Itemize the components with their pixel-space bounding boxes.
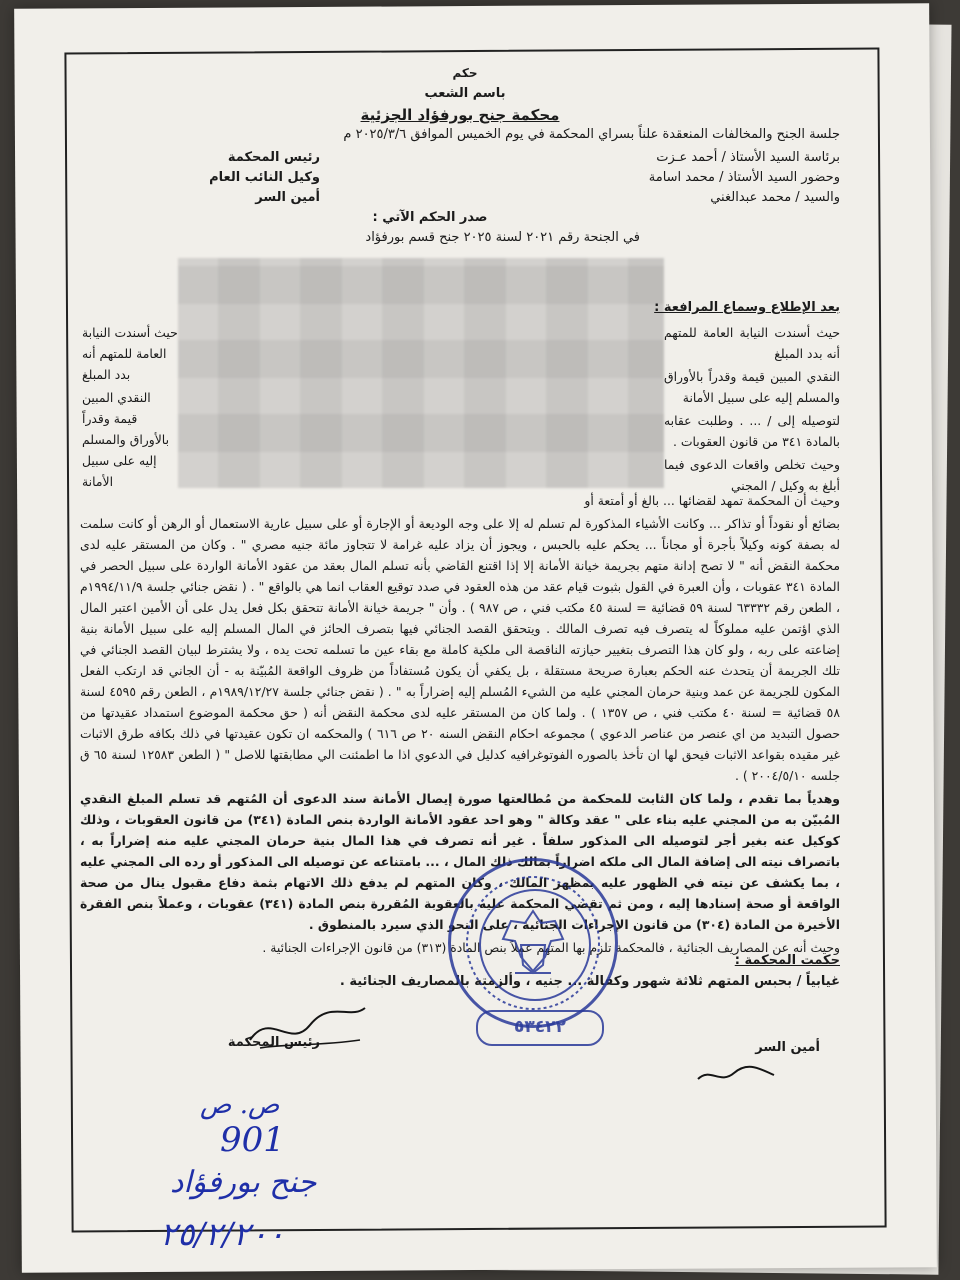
attendance-role: وكيل النائب العام xyxy=(209,170,320,185)
handwritten-note-4: ٢٥/٢/٢٠٠ xyxy=(160,1215,285,1253)
attendance-line: وحضور السيد الأستاذ / محمد اسامة xyxy=(648,170,840,185)
handwritten-note-3: جنح بورفؤاد xyxy=(170,1165,317,1200)
clerk-role: أمين السر xyxy=(255,190,320,205)
stamp-serial-number: ٥٣٤٢٢ xyxy=(476,1010,604,1046)
eagle-emblem-icon xyxy=(451,861,615,1025)
clerk-signature xyxy=(690,1055,780,1095)
paragraph: بضائع أو نقوداً أو تذاكر ... وكانت الأشياء المذكورة لم تسلم له إلا على وجه الوديعة أو الإجارة أو على سبيل عارية الاستعمال أو الرهن أو كانت سلمت له بصفة كونه وكيلاً بأجرة أو مجاناً ... يحكم عليه بالحبس ، ويجوز أن يزاد عليه غرامة لا تتجاوز مائة جنيه مصري " . وكان من المستقر عليه لدى محكمة النقض أنه " لا تصح إدانة متهم بجريمة خيانة الأمانة إلا إذا اقتنع القاضي بأنه تسلم المال بعقد من عقود الأمانة الواردة على سبيل الحصر في المادة ٣٤١ عقوبات ، وأن العبرة في القول بثبوت قيام عقد من هذه العقود في صدد توقيع العقاب انما هي بالواقع " . ( نقض جنائي جلسة ١٩٩٤/١١/٩م ، الطعن رقم ٦٣٣٣٢ لسنة ٥٩ قضائية = لسنة ٤٥ مكتب فني ، ص ٩٨٧ ) . وأن " جريمة خيانة الأمانة تتحقق بكل فعل يدل على أن الأمين اعتبر المال الذي اؤتمن عليه مملوكاً له يتصرف فيه تصرف المالك . ويتحقق القصد الجنائي فيها بتصرف الحائز في المال المسلم إليه على سبيل الأمانة بنية إضاعته على ربه ، ولو كان هذا التصرف بتغيير حيازته الناقصة الى ملكية كاملة مع بقاء عين ما تسلمه تحت يده ، ولا يشترط لبيان القصد الجنائي في تلك الجريمة أن يتحدث عنه الحكم بعبارة صريحة مستقلة ، بل يكفي أن يكون مُستفاداً من ظروف الواقعة المُبيّنة به - أن الجاني قد ارتكب الفعل المكون للجريمة عن عمد وبنية حرمان المجني عليه من الشيء المُسلم إليه إضراراً به " . ( نقض جنائي جلسة ١٩٨٩/١٢/٢٧م ، الطعن رقم ٤٥٩٥ لسنة ٥٨ قضائية = لسنة ٤٠ مكتب فني ، ص ١٣٥٧ ) . ولما كان من المستقر عليه لدى محكمة النقض أنه ( حق محكمة الموضوع استمداد عقيدتها من حصول التبديد من اي عنصر من عناصر الدعوي ) مجموعه احكام النقض السنه ٢٠ ص ٦١٦ ) والمحكمه ان تكون عقيدتها في ذلك بكافه طرق الاثبات غير مقيده بقواعد الاثبات فيحق لها ان تأخذ بالصوره الفوتوغرافيه كدليل في الدعوي اذا ما اطمئنت الي مطابقتها للاصل " ( الطعن ١٢٥٨٣ لسنة ٦٥ ق جلسه ٢٠٠٤/٥/١٠ ) . xyxy=(80,516,840,783)
court-name: محكمة جنح بورفؤاد الجزئية xyxy=(360,106,560,124)
handwritten-note-1: ص. ص xyxy=(200,1090,280,1120)
ruling-issued: صدر الحكم الآتي : xyxy=(372,210,488,225)
review-heading: بعد الإطلاع وسماع المرافعة : xyxy=(654,300,840,315)
ruling-label: حكم xyxy=(452,66,478,80)
in-the-name-of-people: باسم الشعب xyxy=(424,86,506,101)
paragraph: النقدي المبين قيمة وقدراً بالأوراق والمسلم إليه على سبيل الأمانة xyxy=(82,390,170,489)
paragraph: وحيث تخلص واقعات الدعوى فيما أبلغ به وكيل / المجني xyxy=(664,457,840,493)
verdict-heading: حكمت المحكمة : xyxy=(734,953,840,968)
case-number-line: في الجنحة رقم ٢٠٢١ لسنة ٢٠٢٥ جنح قسم بورفؤاد xyxy=(365,230,640,245)
partial-paragraphs-left xyxy=(82,322,178,498)
paragraph: وحيث أنه عن المصاريف الجنائية ، فالمحكمة تلزم بها المتهم عملاً بنص المادة (٣١٣) من قانون الإجراءات الجنائية . xyxy=(262,940,840,955)
paragraph: لتوصيله إلى / ... . وطلبت عقابه بالمادة ٣٤١ من قانون العقوبات . xyxy=(664,413,840,449)
session-line: جلسة الجنح والمخالفات المنعقدة علناً بسراي المحكمة في يوم الخميس الموافق ٢٠٢٥/٣/٦ م xyxy=(343,127,840,142)
president-signature xyxy=(240,1000,370,1060)
president-signature-label: رئيس المحكمة xyxy=(227,1035,320,1050)
paragraph: وهدياً بما تقدم ، ولما كان الثابت للمحكمة من مُطالعتها صورة إيصال الأمانة سند الدعوى أن المُتهم قد تسلم المبلغ النقدي المُبيّن به من المجني عليه بناء على " عقد وكالة " وهو احد عقود الأمانة الواردة بنص المادة (٣٤١) من قانون العقوبات ، وذلك كوكيل عنه بغير أجر لتوصيله الى المذكور سلفاً . غير أنه تصرف في هذا المال بنية حرمان المجني عليه منه إضراراً به ، باتصراف نيته الى إضافة المال الى ملكه اضراراً بمالك ذلك المال ، ... بامتناعه عن توصيله الى المذكور أو رده الى المجني عليه ، بما يكشف عن نيته في الظهور عليه بمظهر المالك ، وكان المتهم لم يدفع ذلك الاتهام بثمة دفاع مقبول ينال من صحة الواقعة أو صحة إسنادها إليه ، ومن ثم تقضي المحكمة عليه بالعقوبة المُقررة بنص المادة (٣٤١) عقوبات ، وعملاً بنص الفقرة الأخيرة من المادة (٣٠٤) من قانون الإجراءات الجنائية ، على النحو الذي سيرد بالمنطوق . xyxy=(80,791,840,932)
court-seal-stamp xyxy=(448,858,618,1028)
verdict-text: غيابياً / بحبس المتهم ثلاثة شهور وكفالة ... جنيه ، وألزمته بالمصاريف الجنائية . xyxy=(339,974,840,989)
presidency-line: برئاسة السيد الأستاذ / أحمد عـزت xyxy=(656,150,840,165)
partial-paragraphs xyxy=(664,322,840,498)
clerk-line: والسيد / محمد عبدالغني xyxy=(710,190,840,205)
handwritten-note-2: 901 xyxy=(220,1120,285,1160)
clerk-signature-label: أمين السر xyxy=(755,1040,820,1055)
paragraph: وحيث أن المحكمة تمهد لقضائها ... بالغ أو أمتعة أو xyxy=(584,493,840,508)
paragraph: حيث أسندت النيابة العامة للمتهم أنه بدد المبلغ xyxy=(82,325,178,382)
paragraph: النقدي المبين قيمة وقدراً بالأوراق والمسلم إليه على سبيل الأمانة xyxy=(664,369,840,405)
paragraph: حيث أسندت النيابة العامة للمتهم أنه بدد المبلغ xyxy=(664,325,840,361)
presidency-role: رئيس المحكمة xyxy=(227,150,320,165)
redacted-block xyxy=(178,258,664,488)
